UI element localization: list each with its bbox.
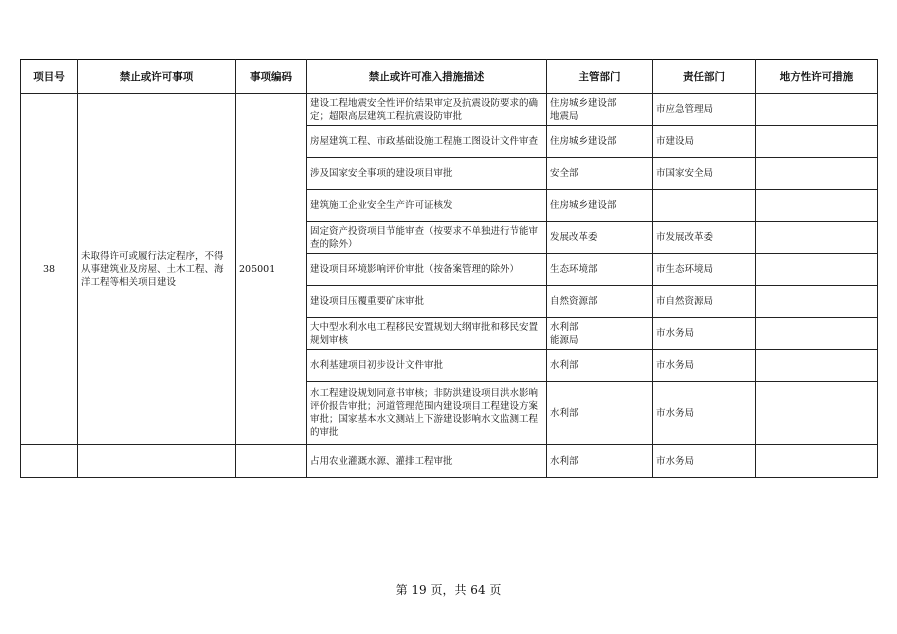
- responsible-department: [653, 190, 756, 222]
- competent-department: 水利部 能源局: [547, 318, 653, 350]
- local-measure: [756, 254, 878, 286]
- competent-department: 自然资源部: [547, 286, 653, 318]
- responsible-department: 市自然资源局: [653, 286, 756, 318]
- local-measure: [756, 318, 878, 350]
- responsible-department: 市水务局: [653, 318, 756, 350]
- competent-department: 发展改革委: [547, 222, 653, 254]
- permit-table: [20, 59, 878, 478]
- page-number: 第 19 页，共 64 页: [395, 583, 502, 597]
- competent-department: 水利部: [547, 445, 653, 478]
- local-measure: [756, 190, 878, 222]
- project-number: 38: [21, 94, 78, 445]
- responsible-department: 市应急管理局: [653, 94, 756, 126]
- local-measure: [756, 222, 878, 254]
- measure-description: 房屋建筑工程、市政基础设施工程施工图设计文件审查: [307, 126, 547, 158]
- header-project-no: 项目号: [21, 60, 78, 94]
- competent-department: 水利部: [547, 382, 653, 445]
- measure-description: 占用农业灌溉水源、灌排工程审批: [307, 445, 547, 478]
- measure-description: 建设项目压覆重要矿床审批: [307, 286, 547, 318]
- competent-department: 住房城乡建设部: [547, 190, 653, 222]
- measure-description: 水工程建设规划同意书审核；非防洪建设项目洪水影响评价报告审批；河道管理范围内建设项目工程建设方案审批；国家基本水文测站上下游建设影响水文监测工程的审批: [307, 382, 547, 445]
- header-row: [21, 60, 878, 94]
- measure-description: 固定资产投资项目节能审查（按要求不单独进行节能审查的除外）: [307, 222, 547, 254]
- measure-description: 水利基建项目初步设计文件审批: [307, 350, 547, 382]
- competent-department: 水利部: [547, 350, 653, 382]
- table-row: [21, 94, 878, 126]
- local-measure: [756, 382, 878, 445]
- local-measure: [756, 286, 878, 318]
- header-competent-dept: 主管部门: [547, 60, 653, 94]
- responsible-department: 市水务局: [653, 445, 756, 478]
- item-code: 205001: [236, 94, 307, 445]
- competent-department: 安全部: [547, 158, 653, 190]
- header-description: 禁止或许可准入措施描述: [307, 60, 547, 94]
- permit-item: 未取得许可或履行法定程序，不得从事建筑业及房屋、土木工程、海洋工程等相关项目建设: [78, 94, 236, 445]
- responsible-department: 市水务局: [653, 350, 756, 382]
- responsible-department: 市建设局: [653, 126, 756, 158]
- responsible-department: 市国家安全局: [653, 158, 756, 190]
- responsible-department: 市发展改革委: [653, 222, 756, 254]
- empty-cell: [78, 445, 236, 478]
- responsible-department: 市生态环境局: [653, 254, 756, 286]
- header-responsible-dept: 责任部门: [653, 60, 756, 94]
- local-measure: [756, 445, 878, 478]
- measure-description: 建设工程地震安全性评价结果审定及抗震设防要求的确定；超限高层建筑工程抗震设防审批: [307, 94, 547, 126]
- header-code: 事项编码: [236, 60, 307, 94]
- header-item: 禁止或许可事项: [78, 60, 236, 94]
- responsible-department: 市水务局: [653, 382, 756, 445]
- local-measure: [756, 350, 878, 382]
- local-measure: [756, 158, 878, 190]
- empty-cell: [21, 445, 78, 478]
- competent-department: 住房城乡建设部: [547, 126, 653, 158]
- local-measure: [756, 94, 878, 126]
- header-local-measure: 地方性许可措施: [756, 60, 878, 94]
- measure-description: 涉及国家安全事项的建设项目审批: [307, 158, 547, 190]
- measure-description: 建筑施工企业安全生产许可证核发: [307, 190, 547, 222]
- local-measure: [756, 126, 878, 158]
- measure-description: 大中型水利水电工程移民安置规划大纲审批和移民安置规划审核: [307, 318, 547, 350]
- measure-description: 建设项目环境影响评价审批（按备案管理的除外）: [307, 254, 547, 286]
- competent-department: 生态环境部: [547, 254, 653, 286]
- empty-cell: [236, 445, 307, 478]
- competent-department: 住房城乡建设部 地震局: [547, 94, 653, 126]
- table-row: [21, 445, 878, 478]
